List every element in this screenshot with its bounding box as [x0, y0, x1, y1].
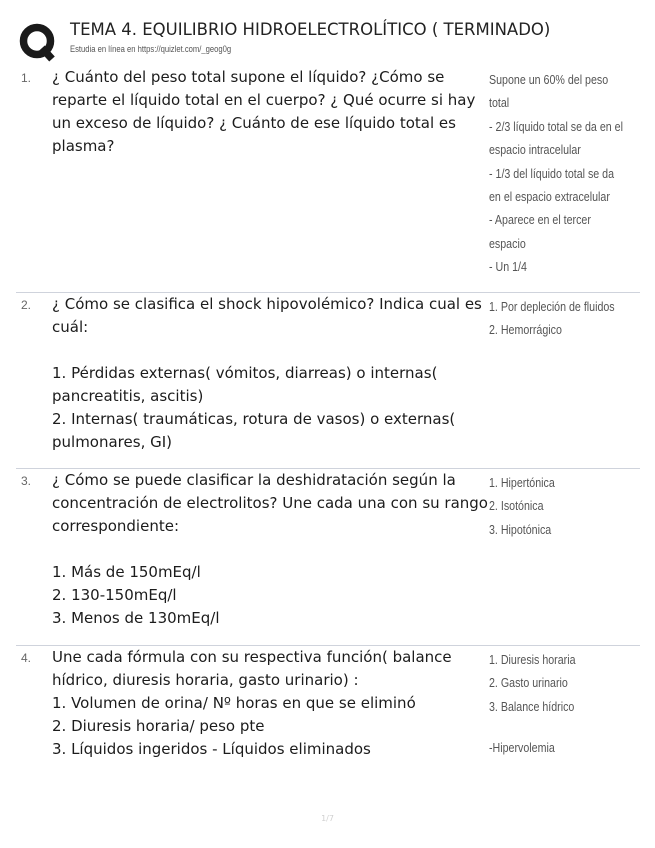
definition-line: 1. Hipertónica	[489, 475, 555, 490]
definition-line: 3. Balance hídrico	[489, 698, 575, 714]
card-number: 3.	[21, 474, 32, 488]
term-line: ¿ Cómo se clasifica el shock hipovolémico? Indica cual es cuál:	[52, 295, 482, 336]
term-line: 2. Internas( traumáticas, rotura de vasos) o externas( pulmonares, GI)	[52, 410, 456, 451]
term-line: 3. Líquidos ingeridos - Líquidos eliminados	[52, 740, 371, 758]
definition-line: - Aparece en el tercer espacio	[489, 212, 591, 251]
card-term	[52, 66, 488, 158]
card-term	[52, 469, 488, 630]
card-definition	[489, 471, 628, 541]
definition-line: - 2/3 líquido total se da en el espacio intracelular	[489, 118, 623, 158]
term-line: 1. Más de 150mEq/l	[52, 563, 201, 581]
card-number: 1.	[21, 71, 32, 85]
definition-line: 1. Por depleción de fluidos	[489, 299, 615, 314]
flashcard-3	[16, 468, 640, 646]
card-definition	[489, 648, 628, 760]
definition-line: 3. Hipotónica	[489, 521, 552, 537]
card-term	[52, 293, 488, 454]
definition-line: - 1/3 del líquido total se da en el espacio extracelular	[489, 165, 615, 205]
card-term	[52, 646, 488, 761]
page-number: 1/7	[321, 814, 334, 823]
quizlet-logo-icon	[18, 22, 58, 62]
term-line: Une cada fórmula con su respectiva función( balance hídrico, diuresis horaria, gasto urinario) :	[52, 648, 452, 689]
definition-line: -Hipervolemia	[489, 740, 555, 756]
flashcard-2	[16, 292, 640, 469]
card-definition	[489, 295, 628, 342]
flashcard-4	[16, 645, 640, 776]
term-line: 1. Volumen de orina/ Nº horas en que se eliminó	[52, 694, 416, 712]
definition-line: 2. Gasto urinario	[489, 675, 568, 691]
term-line: 3. Menos de 130mEq/l	[52, 609, 220, 627]
card-definition	[489, 68, 628, 279]
definition-line: 2. Isotónica	[489, 498, 544, 514]
term-line: 1. Pérdidas externas( vómitos, diarreas) o internas( pancreatitis, ascitis)	[52, 364, 438, 405]
card-number: 4.	[21, 651, 32, 665]
page-header	[18, 14, 638, 60]
definition-line: 2. Hemorrágico	[489, 322, 562, 338]
flashcard-1	[16, 66, 640, 292]
card-number: 2.	[21, 298, 32, 312]
term-line: ¿ Cuánto del peso total supone el líquido? ¿Cómo se reparte el líquido total en el cuerpo? ¿ Qué ocurre si hay un exceso de líquido? ¿ Cuánto de ese líquido total es plasma?	[52, 68, 476, 155]
term-line: 2. Diuresis horaria/ peso pte	[52, 717, 265, 735]
term-line: ¿ Cómo se puede clasificar la deshidratación según la concentración de electrolitos? Une cada una con su rango correspondiente:	[52, 471, 488, 535]
page-title: TEMA 4. EQUILIBRIO HIDROELECTROLÍTICO ( TERMINADO)	[70, 20, 551, 39]
term-line: 2. 130-150mEq/l	[52, 586, 177, 604]
definition-line: - Un 1/4	[489, 259, 527, 275]
definition-line: 1. Diuresis horaria	[489, 652, 576, 667]
page-subtitle: Estudia en línea en https://quizlet.com/_geog0g	[70, 44, 232, 54]
definition-line: Supone un 60% del peso total	[489, 72, 609, 111]
